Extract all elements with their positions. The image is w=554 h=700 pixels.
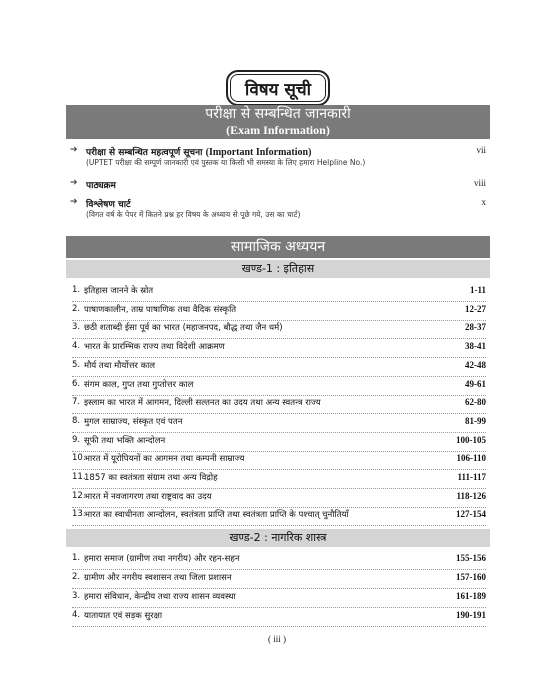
row-divider (72, 432, 486, 433)
row-divider (72, 413, 486, 414)
exam-info-item[interactable] (70, 178, 486, 192)
row-divider (72, 588, 486, 589)
toc-row[interactable] (72, 472, 486, 488)
toc-row[interactable] (72, 591, 486, 607)
toc-row-pages: 62-80 (465, 397, 486, 408)
row-divider (72, 320, 486, 321)
toc-row-number: 9. (72, 434, 81, 445)
toc-row[interactable] (72, 416, 486, 432)
exam-info-item-note: (UPTET परीक्षा की सम्पूर्ण जानकारी एवं पुस्तक या किसी भी समस्या के लिए हमारा Helpline No.) (86, 158, 366, 167)
toc-row-pages: 157-160 (456, 572, 486, 582)
toc-row-title: हमारा संविधान, केन्द्रीय तथा राज्य शासन व्यवस्था (84, 592, 236, 602)
toc-row-title: भारत में यूरोपियनों का आगमन तथा कम्पनी साम्राज्य (84, 454, 245, 465)
contents-title: विषय सूची (226, 70, 330, 106)
toc-row-number: 2. (72, 303, 81, 314)
row-divider (72, 451, 486, 452)
toc-row[interactable] (72, 491, 486, 507)
toc-row[interactable] (72, 379, 486, 395)
toc-row-number: 11. (72, 472, 86, 482)
exam-info-item[interactable] (70, 197, 486, 223)
toc-row[interactable] (72, 435, 486, 451)
toc-row-title: पाषाणकालीन, ताम्र पाषाणिक तथा वैदिक संस्कृति (84, 304, 237, 315)
label-english: (Important Information) (205, 147, 312, 158)
toc-row-number: 12. (72, 490, 86, 501)
toc-row-number: 5. (72, 359, 81, 370)
toc-row-pages: 12-27 (465, 303, 486, 314)
toc-row-title: सूफी तथा भक्ति आन्दोलन (84, 435, 166, 446)
toc-row[interactable] (72, 610, 486, 626)
toc-row-pages: 161-189 (456, 591, 486, 601)
row-divider (72, 569, 486, 570)
toc-row-pages: 106-110 (456, 453, 486, 464)
toc-row-title: हमारा समाज (ग्रामीण तथा नगरीय) और रहन-सहन (84, 554, 240, 564)
toc-row-pages: 1-11 (469, 285, 486, 295)
toc-row-title: संगम काल, गुप्त तथा गुप्तोत्तर काल (84, 379, 194, 390)
toc-row[interactable] (72, 509, 486, 525)
row-divider (72, 301, 486, 302)
toc-row-pages: 118-126 (456, 490, 486, 501)
toc-row-title: इतिहास जानने के स्रोत (84, 286, 154, 296)
toc-row-number: 13. (72, 509, 86, 520)
row-divider (72, 488, 486, 489)
toc-row-pages: 38-41 (465, 341, 486, 352)
exam-info-item-label: पाठ्यक्रम (86, 181, 116, 191)
toc-row-number: 4. (72, 610, 81, 620)
exam-info-item-page: x (481, 197, 486, 207)
row-divider (72, 469, 486, 470)
toc-row-title: भारत में नवजागरण तथा राष्ट्रवाद का उदय (84, 491, 212, 502)
row-divider (72, 525, 486, 526)
toc-row-pages: 155-156 (456, 553, 486, 563)
toc-row[interactable] (72, 453, 486, 469)
toc-row-title: इस्लाम का भारत में आगमन, दिल्ली सल्तनत का उदय तथा अन्य स्वतन्त्र राज्य (84, 398, 321, 409)
toc-row-number: 10. (72, 453, 86, 464)
exam-info-item-page: vii (476, 145, 486, 155)
toc-row-number: 3. (72, 591, 81, 601)
exam-info-item-label (86, 145, 311, 158)
social-studies-banner: सामाजिक अध्ययन (66, 236, 490, 258)
exam-info-heading-english: (Exam Information) (226, 123, 330, 137)
toc-row[interactable] (72, 322, 486, 338)
exam-info-item[interactable] (70, 145, 486, 171)
row-divider (72, 626, 486, 627)
page-number: ( iii ) (268, 634, 286, 644)
toc-row-pages: 49-61 (465, 378, 486, 389)
toc-row-number: 2. (72, 572, 81, 582)
exam-info-banner (66, 105, 490, 139)
toc-row-number: 8. (72, 415, 81, 426)
row-divider (72, 376, 486, 377)
label-hindi: परीक्षा से सम्बन्धित महत्वपूर्ण सूचना (86, 148, 203, 158)
row-divider (72, 338, 486, 339)
arrow-right-icon: ➔ (70, 145, 78, 155)
toc-row[interactable] (72, 285, 486, 301)
toc-row-pages: 28-37 (465, 322, 486, 333)
toc-row-pages: 42-48 (465, 359, 486, 370)
toc-row-number: 6. (72, 378, 81, 389)
toc-row-number: 4. (72, 341, 81, 352)
toc-row-pages: 127-154 (456, 509, 486, 520)
exam-info-item-label: विश्लेषण चार्ट (86, 200, 131, 210)
toc-row-pages: 190-191 (456, 610, 486, 620)
toc-row-title: मुगल साम्राज्य, संस्कृत एवं पतन (84, 416, 183, 427)
exam-info-item-page: viii (473, 178, 486, 188)
toc-row-title: भारत के प्रारम्भिक राज्य तथा विदेशी आक्रमण (84, 342, 225, 353)
toc-row[interactable] (72, 341, 486, 357)
toc-row-number: 1. (72, 553, 81, 563)
toc-row-pages: 100-105 (456, 434, 486, 445)
row-divider (72, 357, 486, 358)
toc-row-title: ग्रामीण और नगरीय स्वशासन तथा जिला प्रशासन (84, 573, 232, 583)
toc-row-title: यातायात एवं सड़क सुरक्षा (84, 611, 163, 621)
toc-row[interactable] (72, 360, 486, 376)
toc-row-pages: 111-117 (457, 472, 486, 482)
arrow-right-icon: ➔ (70, 197, 78, 207)
toc-row-title: 1857 का स्वतंत्रता संग्राम तथा अन्य विद्रोह (84, 473, 218, 483)
toc-row[interactable] (72, 397, 486, 413)
toc-row-title: भारत का स्वाधीनता आन्दोलन, स्वतंत्रता प्राप्ति तथा स्वतंत्रता प्राप्ति के पश्चात् चुनौतियाँ (84, 510, 349, 521)
toc-row-number: 3. (72, 322, 81, 333)
row-divider (72, 395, 486, 396)
arrow-right-icon: ➔ (70, 178, 78, 188)
section-1-heading: खण्ड-1 : इतिहास (66, 260, 490, 278)
toc-row-number: 1. (72, 285, 81, 295)
row-divider (72, 607, 486, 608)
exam-info-item-note: (विगत वर्ष के पेपर में कितने प्रश्न हर विषय के अध्याय से पूछे गये, उस का चार्ट) (86, 210, 301, 219)
row-divider (72, 507, 486, 508)
toc-row[interactable] (72, 553, 486, 569)
toc-row-title: छठी शताब्दी ईसा पूर्व का भारत (महाजनपद, बौद्ध तथा जैन धर्म) (84, 323, 283, 334)
toc-row-number: 7. (72, 397, 81, 408)
exam-info-heading-hindi: परीक्षा से सम्बन्धित जानकारी (205, 106, 351, 122)
toc-row-title: मौर्य तथा मौर्योत्तर काल (84, 360, 156, 371)
section-2-heading: खण्ड-2 : नागरिक शास्त्र (66, 529, 490, 547)
toc-row[interactable] (72, 572, 486, 588)
toc-row[interactable] (72, 304, 486, 320)
toc-row-pages: 81-99 (465, 415, 486, 426)
